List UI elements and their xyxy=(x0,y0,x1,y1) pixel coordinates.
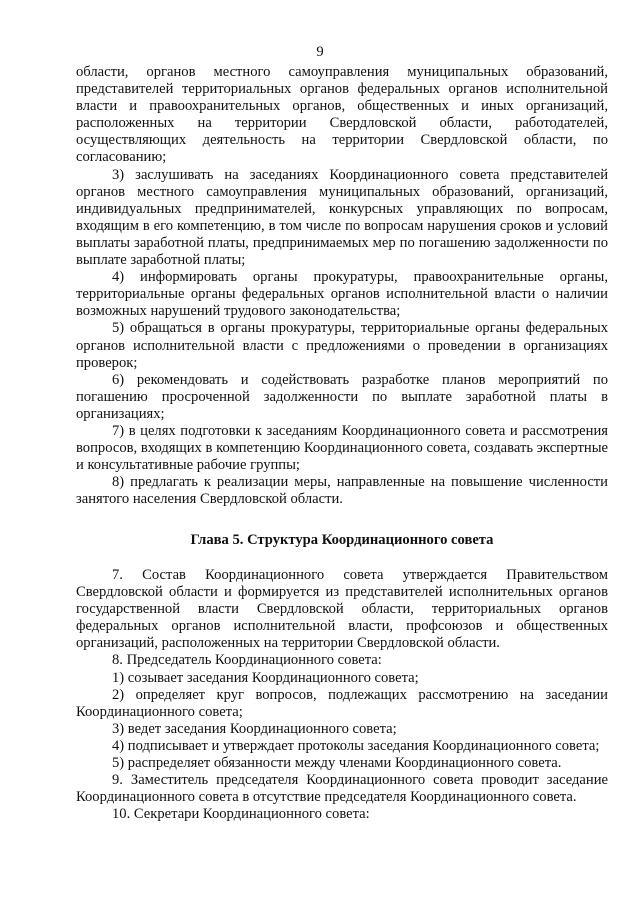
chapter-heading: Глава 5. Структура Координационного совета xyxy=(190,532,494,548)
paragraph: 8) предлагать к реализации меры, направленные на повышение численности занятого населения Свердловской области. xyxy=(76,474,608,508)
paragraph: 4) информировать органы прокуратуры, правоохранительные органы, территориальные органы федеральных органов исполнительной власти о наличии возможных нарушений трудового законодательства; xyxy=(76,269,608,320)
paragraph: 7. Состав Координационного совета утверждается Правительством Свердловской области и формируется из представителей исполнительных органов государственной власти Свердловской области, территориальных органов федеральных органов исполнительной власти, профсоюзов и общественных организаций, расположенных на территории Свердловской области. xyxy=(76,567,608,652)
paragraph: 7) в целях подготовки к заседаниям Координационного совета и рассмотрения вопросов, входящих в компетенцию Координационного совета, создавать экспертные и консультативные рабочие группы; xyxy=(76,422,608,474)
paragraph: 8. Председатель Координационного совета: xyxy=(112,652,382,669)
body-text-bottom xyxy=(76,567,608,823)
paragraph: 6) рекомендовать и содействовать разработке планов мероприятий по погашению просроченной задолженности по выплате заработной платы в организациях; xyxy=(76,371,608,422)
body-text-top xyxy=(76,64,608,508)
paragraph: 5) распределяет обязанности между членами Координационного совета. xyxy=(112,755,562,772)
paragraph: 4) подписывает и утверждает протоколы заседания Координационного совета; xyxy=(112,737,600,754)
paragraph: 1) созывает заседания Координационного совета; xyxy=(112,669,419,686)
paragraph: 3) ведет заседания Координационного совета; xyxy=(112,720,397,737)
page-number: 9 xyxy=(316,44,324,60)
paragraph: 3) заслушивать на заседаниях Координационного совета представителей органов местного самоуправления муниципальных образований, организаций, индивидуальных предпринимателей, конкурсных управляющих по вопросам, входящим в его компетенцию, в том числе по вопросам нарушения сроков и условий выплаты заработной платы, предпринимаемых мер по погашению задолженности по выплате заработной платы; xyxy=(76,166,608,269)
paragraph: 5) обращаться в органы прокуратуры, территориальные органы федеральных органов исполнительной власти с предложениями о проведении в организациях проверок; xyxy=(76,320,608,371)
paragraph: 2) определяет круг вопросов, подлежащих рассмотрению на заседании Координационного совета; xyxy=(76,686,608,720)
paragraph: 10. Секретари Координационного совета: xyxy=(112,806,370,823)
paragraph: области, органов местного самоуправления муниципальных образований, представителей территориальных органов федеральных органов исполнительной власти и правоохранительных органов, общественных и иных организаций, расположенных на территории Свердловской области, работодателей, осуществляющих деятельность на территории Свердловской области, по согласованию; xyxy=(76,64,608,166)
paragraph: 9. Заместитель председателя Координационного совета проводит заседание Координационного совета в отсутствие председателя Координационного совета. xyxy=(76,772,608,806)
